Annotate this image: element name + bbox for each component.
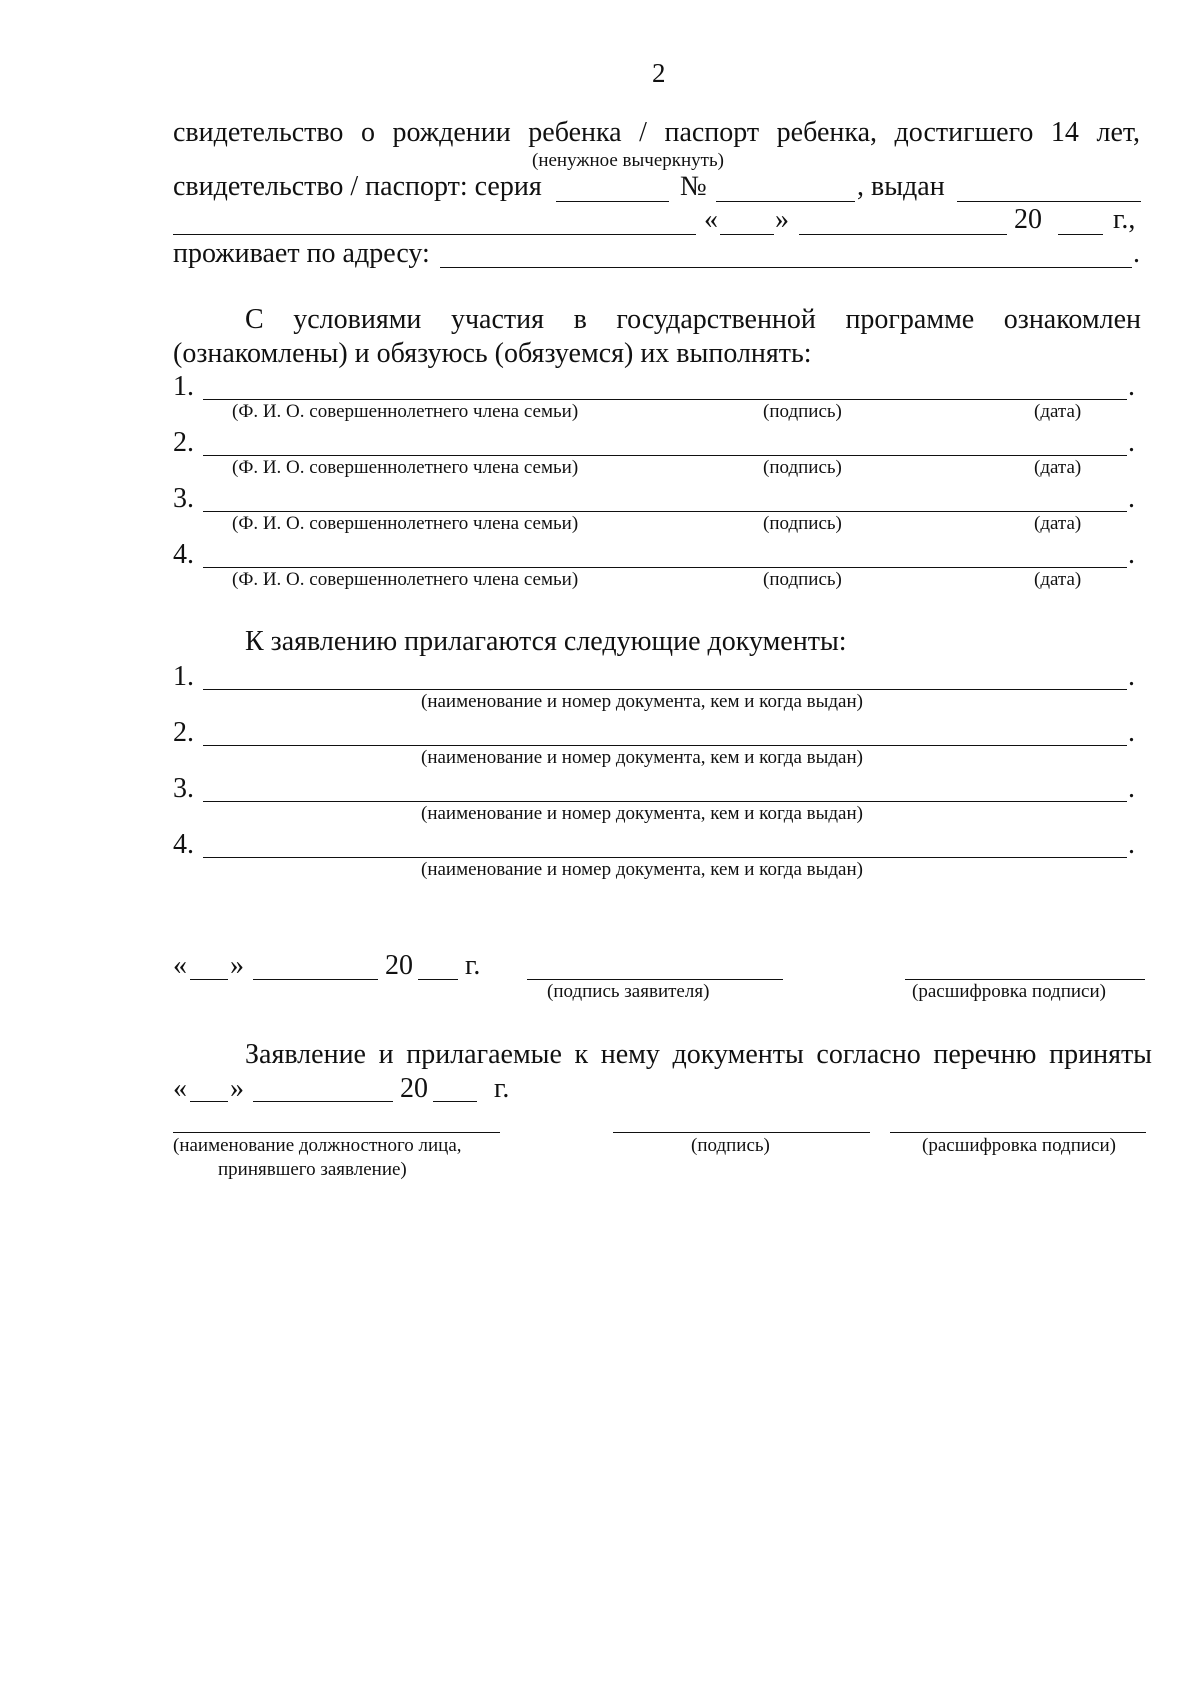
family-member-4-number: 4. xyxy=(173,539,194,570)
address-field[interactable] xyxy=(440,267,1132,268)
attachment-3-dot: . xyxy=(1128,773,1135,804)
family-member-1-fio-caption: (Ф. И. О. совершеннолетнего члена семьи) xyxy=(232,401,579,422)
family-member-2-field[interactable] xyxy=(203,455,1127,456)
attachment-4-caption: (наименование и номер документа, кем и когда выдан) xyxy=(421,859,863,880)
attachment-3-number: 3. xyxy=(173,773,194,804)
family-member-3-date-caption: (дата) xyxy=(1034,513,1082,534)
family-member-2-sign-caption: (подпись) xyxy=(763,457,842,478)
acceptance-day-field[interactable] xyxy=(190,1101,228,1102)
family-member-4-sign-caption: (подпись) xyxy=(763,569,842,590)
issued-by-field-1[interactable] xyxy=(957,201,1141,202)
doc-issued-label: , выдан xyxy=(857,171,945,202)
family-member-2-fio-caption: (Ф. И. О. совершеннолетнего члена семьи) xyxy=(232,457,579,478)
official-decoding-field[interactable] xyxy=(890,1132,1146,1133)
applicant-decoding-caption: (расшифровка подписи) xyxy=(912,981,1106,1002)
conditions-paragraph-line-1: С условиями участия в государственной программе ознакомлен xyxy=(245,304,1141,335)
attachment-4-field[interactable] xyxy=(203,857,1127,858)
family-member-1-sign-caption: (подпись) xyxy=(763,401,842,422)
applicant-day-field[interactable] xyxy=(190,979,228,980)
official-signature-field[interactable] xyxy=(613,1132,870,1133)
doc-line-1: свидетельство о рождении ребенка / паспорт ребенка, достигшего 14 лет, xyxy=(173,117,1140,148)
acceptance-year-suffix: г. xyxy=(494,1073,510,1104)
attachment-1-field[interactable] xyxy=(203,689,1127,690)
acceptance-year-prefix: 20 xyxy=(400,1073,428,1104)
official-name-caption-line-2: принявшего заявление) xyxy=(218,1159,407,1180)
issue-year-field[interactable] xyxy=(1058,234,1103,235)
conditions-paragraph-line-2: (ознакомлены) и обязуюсь (обязуемся) их выполнять: xyxy=(173,338,812,369)
attachment-3-caption: (наименование и номер документа, кем и когда выдан) xyxy=(421,803,863,824)
issue-date-quote-open: « xyxy=(704,204,718,235)
issue-day-field[interactable] xyxy=(720,234,774,235)
doc-series-label: свидетельство / паспорт: серия xyxy=(173,171,542,202)
attachment-1-dot: . xyxy=(1128,661,1135,692)
family-member-3-number: 3. xyxy=(173,483,194,514)
applicant-year-field[interactable] xyxy=(418,979,458,980)
acceptance-month-field[interactable] xyxy=(253,1101,393,1102)
doc-number-sign: № xyxy=(680,171,707,202)
family-member-3-sign-caption: (подпись) xyxy=(763,513,842,534)
page-number: 2 xyxy=(652,58,666,88)
address-end-dot: . xyxy=(1133,238,1140,269)
official-name-field[interactable] xyxy=(173,1132,500,1133)
applicant-signature-field[interactable] xyxy=(527,979,783,980)
acceptance-date-quote-open: « xyxy=(173,1073,187,1104)
issued-by-field-2[interactable] xyxy=(173,234,696,235)
attachment-3-field[interactable] xyxy=(203,801,1127,802)
applicant-date-quote-close: » xyxy=(230,950,244,981)
attachment-2-dot: . xyxy=(1128,717,1135,748)
acceptance-year-field[interactable] xyxy=(433,1101,477,1102)
attachment-1-caption: (наименование и номер документа, кем и когда выдан) xyxy=(421,691,863,712)
attachment-4-dot: . xyxy=(1128,829,1135,860)
attachment-1-number: 1. xyxy=(173,661,194,692)
family-member-1-field[interactable] xyxy=(203,399,1127,400)
family-member-4-date-caption: (дата) xyxy=(1034,569,1082,590)
family-member-3-dot: . xyxy=(1128,483,1135,514)
series-field[interactable] xyxy=(556,201,669,202)
attachment-2-caption: (наименование и номер документа, кем и когда выдан) xyxy=(421,747,863,768)
applicant-date-quote-open: « xyxy=(173,950,187,981)
strike-hint: (ненужное вычеркнуть) xyxy=(532,150,724,171)
family-member-4-fio-caption: (Ф. И. О. совершеннолетнего члена семьи) xyxy=(232,569,579,590)
official-signature-caption: (подпись) xyxy=(691,1135,770,1156)
family-member-1-dot: . xyxy=(1128,371,1135,402)
official-name-caption-line-1: (наименование должностного лица, xyxy=(173,1135,462,1156)
family-member-4-dot: . xyxy=(1128,539,1135,570)
family-member-1-date-caption: (дата) xyxy=(1034,401,1082,422)
family-member-2-date-caption: (дата) xyxy=(1034,457,1082,478)
family-member-2-number: 2. xyxy=(173,427,194,458)
family-member-2-dot: . xyxy=(1128,427,1135,458)
family-member-1-number: 1. xyxy=(173,371,194,402)
issue-date-quote-close: » xyxy=(775,204,789,235)
attachments-heading: К заявлению прилагаются следующие документы: xyxy=(245,626,847,657)
family-member-3-fio-caption: (Ф. И. О. совершеннолетнего члена семьи) xyxy=(232,513,579,534)
issue-month-field[interactable] xyxy=(799,234,1007,235)
address-label: проживает по адресу: xyxy=(173,238,430,269)
applicant-year-prefix: 20 xyxy=(385,950,413,981)
attachment-2-number: 2. xyxy=(173,717,194,748)
attachment-4-number: 4. xyxy=(173,829,194,860)
number-field[interactable] xyxy=(716,201,855,202)
applicant-decoding-field[interactable] xyxy=(905,979,1145,980)
acceptance-paragraph: Заявление и прилагаемые к нему документы согласно перечню приняты xyxy=(245,1039,1152,1070)
official-decoding-caption: (расшифровка подписи) xyxy=(922,1135,1116,1156)
family-member-4-field[interactable] xyxy=(203,567,1127,568)
issue-year-prefix: 20 xyxy=(1014,204,1042,235)
family-member-3-field[interactable] xyxy=(203,511,1127,512)
acceptance-date-quote-close: » xyxy=(230,1073,244,1104)
applicant-signature-caption: (подпись заявителя) xyxy=(547,981,710,1002)
applicant-month-field[interactable] xyxy=(253,979,378,980)
applicant-year-suffix: г. xyxy=(465,950,481,981)
issue-year-suffix: г., xyxy=(1113,204,1136,235)
attachment-2-field[interactable] xyxy=(203,745,1127,746)
